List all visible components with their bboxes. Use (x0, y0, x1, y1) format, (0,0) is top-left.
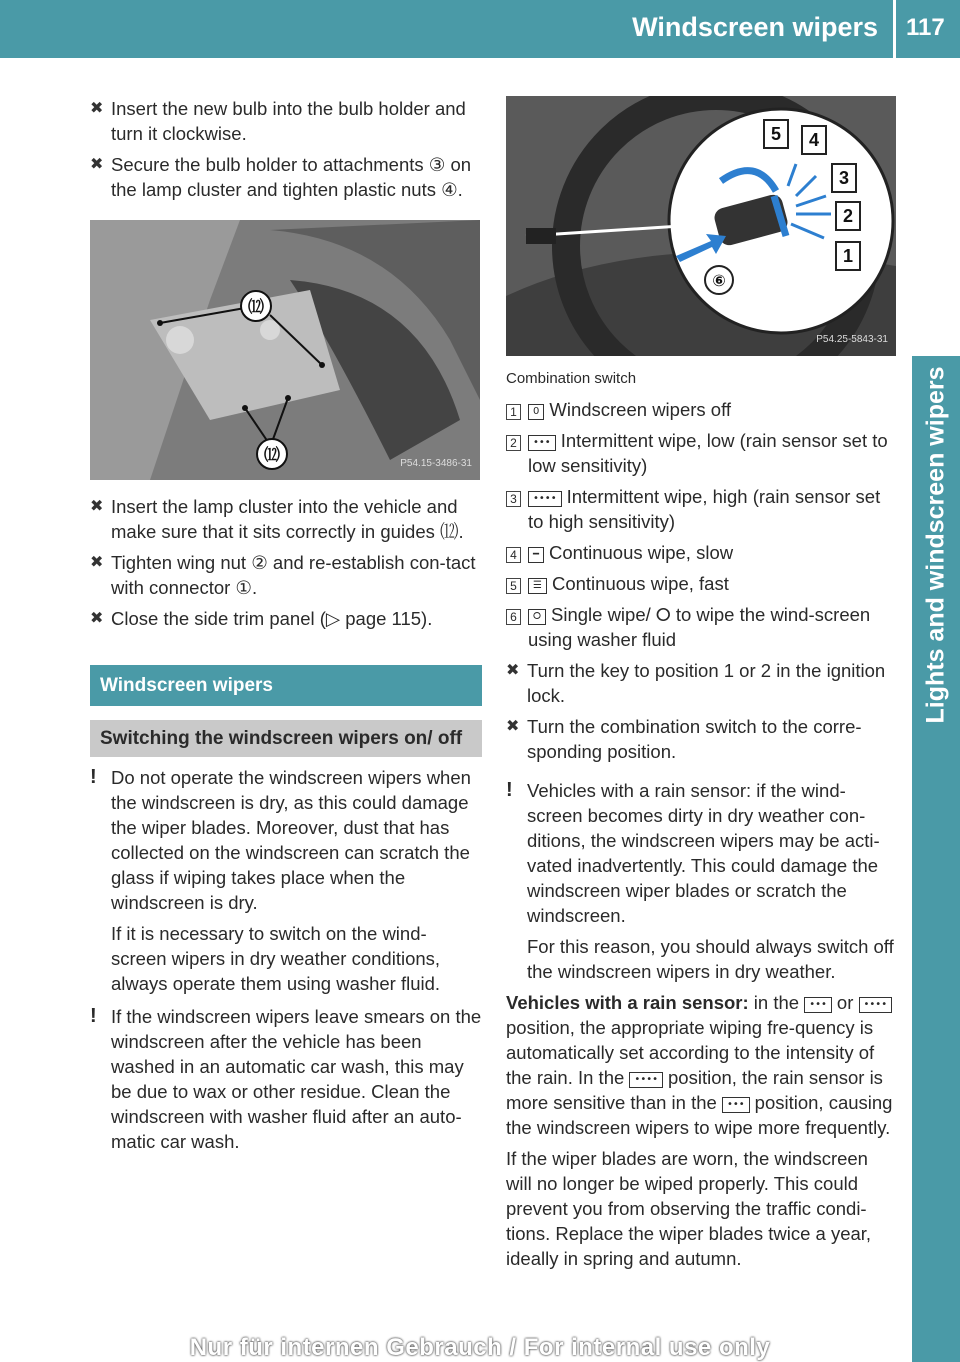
header-title: Windscreen wipers (632, 12, 878, 42)
warning-note (90, 1004, 482, 1154)
para-text: position, the appropriate wiping fre-quency is automatically set according to the intensity of the rain. In the (506, 1017, 875, 1088)
rain-sensor-lead: Vehicles with a rain sensor: (506, 992, 749, 1013)
page-number: 117 (906, 14, 945, 41)
callout-3: 3 (838, 168, 850, 188)
callout-4: 4 (808, 130, 820, 150)
callout-10-top: ⑿ (247, 299, 265, 316)
legend-text: Single wipe/ ⭘ to wipe the wind-screen using washer fluid (528, 604, 871, 650)
continuous-fast-icon: ☰ (528, 578, 547, 594)
legend-text: Continuous wipe, fast (551, 573, 729, 594)
warning-note (506, 778, 898, 984)
step-text: Tighten wing nut ② and re-establish con-tact with connector ①. (111, 552, 476, 598)
legend-item (506, 428, 898, 478)
step-item (506, 714, 898, 764)
para-text: position, the rain sensor is more sensitive than in the (506, 1067, 883, 1113)
note-text: If it is necessary to switch on the wind-screen wipers in dry weather conditions, always operate them using washer fluid. (111, 923, 441, 994)
legend-text: Windscreen wipers off (549, 399, 732, 420)
callout-5: 5 (770, 124, 782, 144)
legend-item (506, 484, 898, 534)
section-title: Windscreen wipers (90, 665, 482, 706)
step-arrow-icon: ✖ (90, 156, 104, 173)
step-arrow-icon: ✖ (90, 100, 104, 117)
legend-number: 6 (506, 609, 521, 625)
figure-caption: Combination switch (506, 370, 637, 387)
lamp-cluster-illustration (90, 220, 480, 480)
legend-number: 2 (506, 435, 521, 451)
step-arrow-icon: ✖ (506, 718, 520, 735)
step-item (90, 494, 482, 544)
step-item (90, 152, 482, 202)
legend-text: Continuous wipe, slow (549, 542, 734, 563)
single-wipe-icon: ⭘ (528, 609, 546, 625)
photo-code: P54.25-5843-31 (816, 334, 888, 345)
legend-number: 4 (506, 547, 521, 563)
intermittent-low-icon: ••• (722, 1097, 750, 1113)
legend-item (506, 571, 898, 596)
intermittent-low-icon: ••• (804, 997, 832, 1013)
footer-watermark: Nur für internen Gebrauch / For internal use only (189, 1334, 771, 1361)
warning-icon: ! (90, 1005, 97, 1027)
step-text: Insert the lamp cluster into the vehicle and make sure that it sits correctly in guides ⑿. (111, 496, 464, 542)
step-item (506, 658, 898, 708)
warning-icon: ! (506, 779, 513, 801)
callout-10-bottom: ⑿ (263, 447, 281, 464)
wiper-off-icon: 0 (528, 404, 544, 420)
step-arrow-icon: ✖ (506, 662, 520, 679)
para-text: in the (753, 992, 800, 1013)
note-text: If the windscreen wipers leave smears on the windscreen after the vehicle has been washed in an automatic car wash, this may be due to wax or other residue. Clean the windscreen with washer fluid after an auto-matic car wash. (111, 1006, 482, 1152)
page-header (0, 0, 960, 58)
step-item (90, 606, 482, 631)
intermittent-high-icon: •••• (629, 1072, 663, 1088)
legend-item (506, 602, 898, 652)
left-column (90, 96, 482, 1160)
legend-number: 3 (506, 491, 521, 507)
step-text: Turn the key to position 1 or 2 in the ignition lock. (527, 660, 886, 706)
step-item (90, 96, 482, 146)
note-text: For this reason, you should always switch off the windscreen wipers in dry weather. (527, 936, 894, 982)
legend-item (506, 397, 898, 422)
note-text: Vehicles with a rain sensor: if the wind-screen becomes dirty in dry weather con-ditions, the windscreen wipers may be acti-vated inadvertently. This could damage the windscreen wiper blades or scratch the windscreen. (527, 780, 880, 926)
step-arrow-icon: ✖ (90, 498, 104, 515)
side-tab-label: Lights and windscreen wipers (921, 366, 950, 724)
step-text: Close the side trim panel (▷ page 115). (111, 608, 433, 629)
header-divider (893, 0, 896, 58)
rain-sensor-paragraph (506, 990, 898, 1140)
callout-2: 2 (842, 206, 854, 226)
callout-1: 1 (842, 246, 854, 266)
legend-item (506, 540, 898, 565)
para-text: position, causing the windscreen wipers to wipe more frequently. (506, 1092, 893, 1138)
worn-blades-paragraph: If the wiper blades are worn, the windscreen will no longer be wiped properly. This could prevent you from observing the traffic condi-tions. Replace the wiper blades twice a year, ideally in spring and autumn. (506, 1148, 872, 1269)
lamp-cluster-photo (90, 220, 480, 480)
intermittent-low-icon: ••• (528, 435, 556, 451)
photo-code: P54.15-3486-31 (400, 458, 472, 469)
step-item (90, 550, 482, 600)
right-column (506, 96, 898, 1277)
step-text: Secure the bulb holder to attachments ③ on the lamp cluster and tighten plastic nuts ④. (111, 154, 472, 200)
combination-switch-illustration (506, 96, 896, 356)
legend-number: 1 (506, 404, 521, 420)
legend-number: 5 (506, 578, 521, 594)
step-text: Insert the new bulb into the bulb holder and turn it clockwise. (111, 98, 466, 144)
callout-6: ⑥ (712, 273, 726, 290)
intermittent-high-icon: •••• (859, 997, 893, 1013)
subsection-title: Switching the windscreen wipers on/ off (90, 720, 482, 757)
warning-note (90, 765, 482, 996)
step-arrow-icon: ✖ (90, 610, 104, 627)
note-text: Do not operate the windscreen wipers when the windscreen is dry, as this could damage the wiper blades. Moreover, dust that has collected on the windscreen can scratch the glass if wiping takes place when the windscreen is dry. (111, 767, 471, 913)
step-arrow-icon: ✖ (90, 554, 104, 571)
legend-text: Intermittent wipe, high (rain sensor set to high sensitivity) (528, 486, 881, 532)
intermittent-high-icon: •••• (528, 491, 562, 507)
warning-icon: ! (90, 766, 97, 788)
step-text: Turn the combination switch to the corre-sponding position. (527, 716, 862, 762)
para-text: or (836, 992, 854, 1013)
continuous-slow-icon: ━ (528, 547, 544, 563)
combination-switch-photo (506, 96, 896, 356)
legend-text: Intermittent wipe, low (rain sensor set to low sensitivity) (528, 430, 888, 476)
